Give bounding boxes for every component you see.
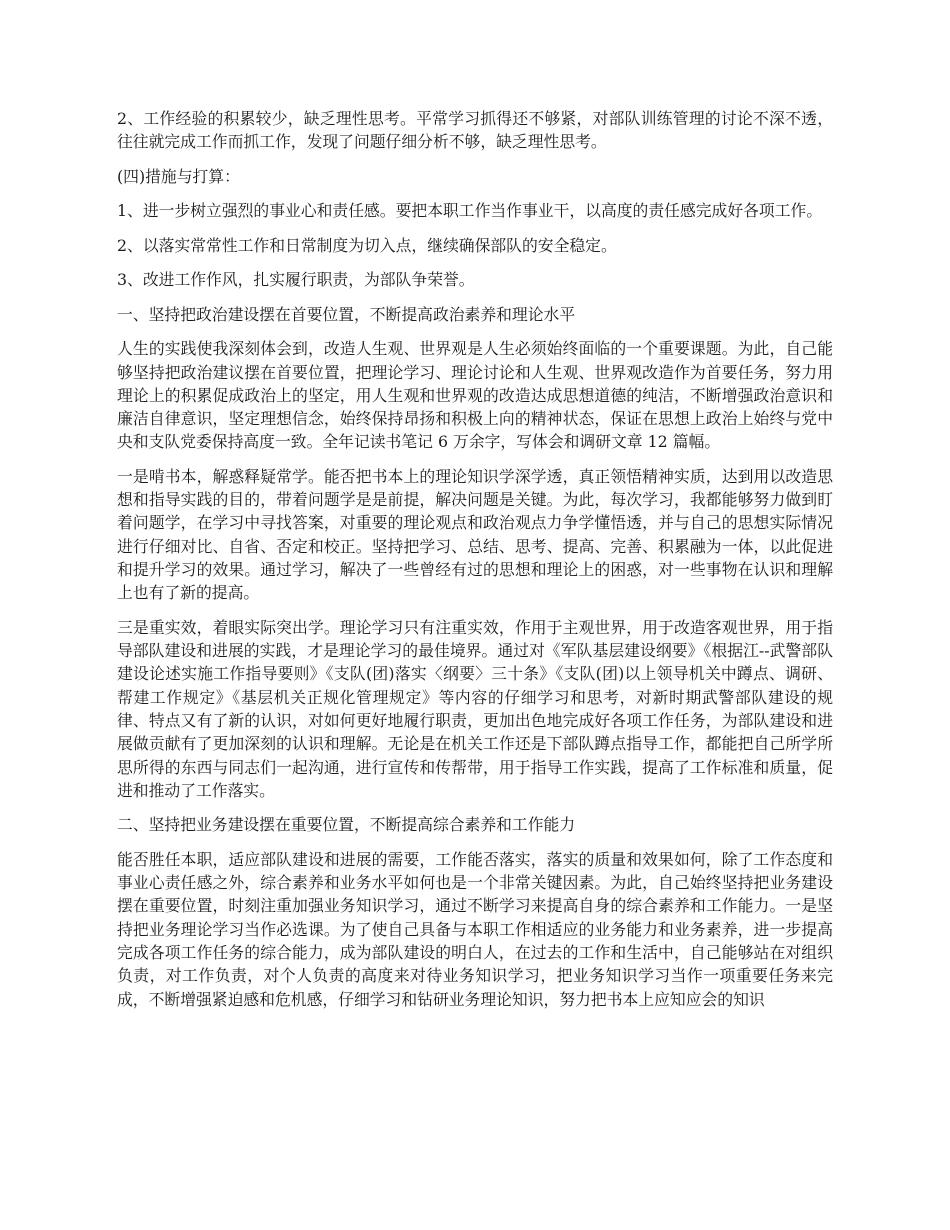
heading-political-construction: 一、坚持把政治建设摆在首要位置，不断提高政治素养和理论水平 — [117, 304, 576, 324]
document-body — [117, 107, 833, 1022]
paragraph-measure-2: 2、以落实常常性工作和日常制度为切入点，继续确保部队的安全稳定。 — [117, 235, 617, 255]
heading-measures-plans: (四)措施与打算： — [117, 166, 240, 186]
paragraph-measure-3: 3、改进工作作风，扎实履行职责，为部队争荣誉。 — [117, 270, 475, 290]
paragraph-practical-results: 三是重实效，着眼实际突出学。理论学习只有注重实效，作用于主观世界，用于改造客观世界，用于指导部队建设和进展的实践，才是理论学习的最佳境界。通过对《军队基层建设纲要》《根据江--武警部队建设论述实施工作指导要则》《支队(团)落实〈纲要〉三十条》《支队(团)以上领导机关中蹲点、调研、帮建工作规定》《基层机关正规化管理规定》等内容的仔细学习和思考，对新时期武警部队建设的规律、特点又有了新的认识，对如何更好地履行职责，更加出色地完成好各项工作任务，为部队建设和进展做贡献有了更加深刻的认识和理解。无论是在机关工作还是下部队蹲点指导工作，都能把自己所学所思所得的东西与同志们一起沟通，进行宣传和传帮带，用于指导工作实践，提高了工作标准和质量，促进和推动了工作落实。 — [117, 617, 833, 800]
heading-business-construction: 二、坚持把业务建设摆在重要位置，不断提高综合素养和工作能力 — [117, 815, 576, 835]
paragraph-study-books: 一是啃书本，解惑释疑常学。能否把书本上的理论知识学深学透，真正领悟精神实质，达到用以改造思想和指导实践的目的，带着问题学是是前提，解决问题是关键。为此，每次学习，我都能够努力做到盯着问题学，在学习中寻找答案，对重要的理论观点和政治观点力争学懂悟透，并与自己的思想实际情况进行仔细对比、自省、否定和校正。坚持把学习、总结、思考、提高、完善、积累融为一体，以此促进和提升学习的效果。通过学习，解决了一些曾经有过的思想和理论上的困惑，对一些事物在认识和理解上也有了新的提高。 — [117, 466, 833, 603]
paragraph-life-practice: 人生的实践使我深刻体会到，改造人生观、世界观是人生必须始终面临的一个重要课题。为此，自己能够坚持把政治建议摆在首要位置，把理论学习、理论讨论和人生观、世界观改造作为首要任务，努力用理论上的积累促成政治上的坚定，用人生观和世界观的改造达成思想道德的纯洁，不断增强政治意识和廉洁自律意识，坚定理想信念，始终保持昂扬和积极上向的精神状态，保证在思想上政治上始终与党中央和支队党委保持高度一致。全年记读书笔记 6 万余字，写体会和调研文章 12 篇幅。 — [117, 339, 833, 452]
paragraph-competence: 能否胜任本职，适应部队建设和进展的需要，工作能否落实，落实的质量和效果如何，除了工作态度和事业心责任感之外，综合素养和业务水平如何也是一个非常关键因素。为此，自己始终坚持把业务建设摆在重要位置，时刻注重加强业务知识学习，通过不断学习来提高自身的综合素养和工作能力。一是坚持把业务理论学习当作必选课。为了使自己具备与本职工作相适应的业务能力和业务素养，进一步提高完成各项工作任务的综合能力，成为部队建设的明白人，在过去的工作和生活中，自己能够站在对组织负责，对工作负责，对个人负责的高度来对待业务知识学习，把业务知识学习当作一项重要任务来完成，不断增强紧迫感和危机感，仔细学习和钻研业务理论知识，努力把书本上应知应会的知识 — [117, 849, 833, 1009]
paragraph-measure-1: 1、进一步树立强烈的事业心和责任感。要把本职工作当作事业干，以高度的责任感完成好各项工作。 — [117, 201, 823, 221]
paragraph-experience-lacking: 2、工作经验的积累较少，缺乏理性思考。平常学习抓得还不够紧，对部队训练管理的讨论不深不透，往往就完成工作而抓工作，发现了问题仔细分析不够，缺乏理性思考。 — [117, 109, 833, 152]
